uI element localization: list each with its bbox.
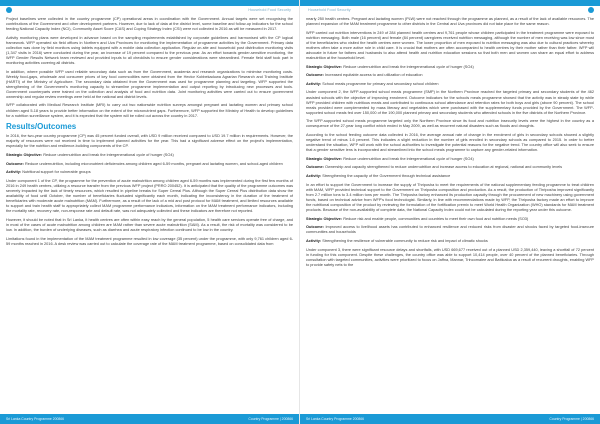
paragraph: WFP collaborated with Medical Research Institute (MRI) to carry out two nationwide nutrition surveys amongst pregnant and lactating women and primary school children aged 5-18 years to provide better information on the extent of the micronutrient gaps. Furthermore, WFP supported the Ministry of Health to develop guidelines for a nutrition surveillance system, and it is expected that the system will be rolled out across the country in 2017. (6, 103, 293, 118)
item-text: Ownership and capacity strengthened to reduce undernutrition and increase access to education at regional, national and community levels (325, 165, 562, 170)
item-label: Activity: (306, 81, 322, 86)
item-label: Strategic Objective: (306, 64, 343, 69)
labeled-item (306, 82, 594, 87)
item-text: Strengthening the resilience of vulnerable community to reduce risk and impact of climatic shocks (322, 238, 488, 243)
item-label: Activity: (6, 170, 22, 175)
item-text: Improved access to livelihood assets has contributed to enhanced resilience and reduced risks from disaster and shocks faced by targeted food-insecure communities and households (306, 225, 594, 235)
item-label: Outcome: (306, 225, 324, 230)
paragraph: Activity monitoring plans were developed in advance based on the sampling requirements established by corporate guidelines and harmonised with the CP logical framework. WFP operated six field offices in Northern and Uva Provinces for monitoring the implementation of programme activities by the Government. Primary data collection was done by field monitors using tablets equipped with a mobile data collection application. Regular on-site and household post distribution monitoring visits (1,347 visits in 2016) were conducted during the year, an increase of 19 percent compared to the previous year. As an effort towards gender-sensitive monitoring, the WFP Gender Results Network team reviewed and provided inputs to all checklists to ensure gender considerations were streamlined. Female field staff took part in monitoring activities covering all districts. (6, 35, 293, 65)
labeled-item (306, 174, 594, 179)
labeled-item (6, 162, 293, 167)
right-page-content (306, 17, 594, 408)
labeled-item (6, 153, 293, 158)
item-text: Reduce undernutrition and break the intergenerational cycle of hunger (SO4) (43, 152, 174, 157)
item-text: Nutritional support for vulnerable groups (22, 170, 91, 175)
labeled-item (306, 165, 594, 170)
footer-right-text: Country Programme | 200866 (549, 417, 594, 421)
paragraph: Project baselines were collected in the country programme (CP) operational areas in coordination with the Government. Annual targets were set recognising the contributions of the Government and other development partners. However, due to lack of data at the district level, some baseline and follow-up indicators for the school feeding National Capacity Index (NCI), Community Asset Score (CAS) and Coping Strategy Index (CSI) were not collected in 2016 as will be measured in 2017. (6, 17, 293, 32)
paragraph: Under component 1 of the CP, the programme for the prevention of acute malnutrition among children aged 6-59 months was implemented during the first few months of 2016 in 249 health centres, utilizing a resource transfer from the previous WFP project (PRRO 200452). It is anticipated that the quality of the programme outcomes was severely impacted by the lack of timely resources, which resulted in pipeline breaks for Super Cereal Plus. Although the Super Cereal Plus distribution data show the availability of food until October, the number of beneficiaries fluctuated significantly each month, indicating the inconsistency in the duration of the treatment of beneficiaries with moderate acute malnutrition (MAM). Furthermore, as a result of the lack of a mid and post protocol for MAM treatment, and limited resources available to support and train health staff to appropriately collect MAM programme performance indicators, information on the MAM treatment performance indicators, including the mortality rate, recovery rate, non-response rate and default rate, was not adequately collected and these indicators are therefore not reported. (6, 178, 293, 214)
item-text: Increased equitable access to and utilization of education (325, 73, 423, 78)
item-text: Reduce undernutrition and break the intergenerational cycle of hunger (SO4) (343, 156, 474, 161)
footer-right-text: Country Programme | 200866 (248, 417, 293, 421)
labeled-item (306, 73, 594, 78)
item-label: Strategic Objective: (306, 216, 343, 221)
labeled-item (306, 217, 594, 222)
paragraph: However, it should be noted that in Sri Lanka, it health centres are often within easy reach by the general population, 5 health care services operate free of charge, and in most of the cases of acute malnutrition among children are MAM rather than severe acute malnutrition (SAM). As a result, the risk of mortality was considered to be low. In addition, the burden of underlying diseases, such as diarrhea and acute respiratory infection continued to be low in the country. (6, 217, 293, 232)
header-band (0, 0, 299, 6)
item-label: Strategic Objective: (306, 156, 343, 161)
paragraph: WFP carried out nutrition interventions in 249 of 284 planned health centres and 9,761 people whose children participated in the treatment programme were exposed to nutrition messaging. Both male (16 percent) and female (84 percent) caregivers received nutrition messaging, although the number of men receiving was low since most of the beneficiaries who visited the health centres were women. The lower proportion of men exposed to nutrition messaging was also due to cultural practices whereby mothers often take a more active role in child care. It is crucial that mothers are often accompanied to health centres by their mother rather than their father. WFP will advocate in future for fathers and husbands to also attend health and nutrition education sessions so that both men and women can share an equal effort to address malnutrition at the household level. (306, 30, 594, 60)
item-text: Reduce undernutrition, including micronutrient deficiencies among children aged 6-59 months, pregnant and lactating women, and school-aged children (25, 161, 283, 166)
item-label: Activity: (306, 174, 322, 179)
labeled-item (306, 65, 594, 70)
item-label: Outcome: (306, 165, 324, 170)
wfp-logo-icon (588, 7, 594, 13)
item-label: Outcome: (306, 73, 324, 78)
paragraph: nearly 250 health centres. Pregnant and lactating women (PLW) were not reached through the programme as planned, as a result of the lack of available resources. The planned expansion of the MAM treatment programme to other districts in the Central and Uva provinces did not take place for the same reason. (306, 17, 594, 27)
labeled-item (306, 239, 594, 244)
footer-left-text: Sri Lanka Country Programme 200866 (6, 417, 65, 421)
running-head: Household Food Security (308, 8, 351, 12)
item-text: Reduce undernutrition and break the intergenerational cycle of hunger (SO4) (343, 64, 474, 69)
right-page (300, 0, 600, 424)
paragraph: Under component 3, there were significant resource delays and shortfalls, with USD 669,677 received out of a planned USD 2,359,440, leaving a shortfall of 72 percent in funding for this component. Despite these challenges, the country office was able to support 10,414 people, over 40 percent of the planned beneficiaries. Through consultation with targeted communities, activities were prioritized to focus on Jaffna, Mannar, Trincomalee and Batticaloa as a result of recurrent droughts, enabling WFP to provide safety nets to the (306, 247, 594, 267)
section-title: Results/Outcomes (6, 122, 77, 132)
header-band (300, 0, 600, 6)
item-text: Strengthening the capacity of the Government through technical assistance (322, 174, 451, 179)
wfp-logo-icon (6, 7, 12, 13)
paragraph: The WFP-supported school meals programme targeted only the Northern Province since its food and nutrition insecurity levels were the highest in the country as a consequence of the 27-year long conflict which ended in May 2009, as well as recurrent natural disasters such as floods and droughts. (306, 119, 594, 129)
left-page-content (6, 17, 293, 408)
item-text: Reduce risk and enable people, communities and countries to meet their own food and nutrition needs (SO3) (343, 216, 529, 221)
item-label: Activity: (306, 238, 322, 243)
item-label: Outcome: (6, 161, 24, 166)
labeled-item (306, 225, 594, 235)
paragraph: According to the school feeding outcome data collected in 2016, the average annual rate of change in the enrolment of girls in secondary schools showed a slightly negative trend of minus 1.6 percent. This indicates a slight reduction in the number of girls enrolled in secondary schools as compared to 2015. In order to better understand the situation, WFP will work with the school authorities to investigate the potential reasons for the negative trend. The country office will also seek to ensure that a gender sensitive lens is incorporated and streamlined into the school meals programme to capture any gender-related information. (306, 133, 594, 153)
paragraph: In addition, where possible WFP used reliable secondary data such as from the Government, academia and research organizations to minimise monitoring costs. Weekly food-gaps, wholesale and consumer prices of key food commodities were obtained from the Hector Kobbekaduwa Agrarian Research and Training Institute (HARTI) of the Ministry of Agriculture. The secondary data obtained from the Government was used for programme planning and targeting. WFP supported the strengthening of the Government's monitoring capacity to streamline programme implementation and output reporting by introducing new processes and tools. Government counterparts were trained on the collection and analysis of food and nutrition data. Joint monitoring activities were carried out to ensure government ownership and regular review meetings were held at the national and district levels. (6, 69, 293, 99)
paragraph: Under component 2, the WFP-supported school meals programme (SMP) in the Northern Province reached the targeted primary and secondary students of the 462 assisted schools with the objective of improving enrolment. Outcome indicators for the schools meals programme showed that the activity was in steady state by while WFP provided children with nutritious meals and contributed to continuous school attendance and retention rates for both boys and girls (above 90 percent). The school meals provided were complemented by mass literacy and vegetables which were purchased with the supplementary funds provided by the Government. The WFP-supported school meals fed over 150,000 of the 190,000 planned primary and secondary students who attended schools in the five districts of the Northern Province. (306, 90, 594, 115)
labeled-item (306, 157, 594, 162)
paragraph: In an effort to support the Government to increase the supply of Thriposha to meet the requirements of the national supplementary feeding programme to treat children with MAM, WFP provided technical support to the Government on Thriposha composition and production. As a result, the production of Thriposha improved significantly from 2.7 million tons to 3.4 million tons per month. The Thriposha factory enhanced its production capacity through the procurement of new machinery using government funds, based on technical advice from WFP's food technologist. Similarly, in line with recommendations made by WFP, the Thriposha factory made an effort to improve the nutritional composition of the product by reviewing the formulation of the fortification premix to meet World Health Organization (WHO) standards for MAM treatment products. Because of the non-availability of complete data, the National Capacity Index could not be calculated during the reporting year under this outcome. (306, 182, 594, 212)
item-text: School meals programme for primary and secondary school children (322, 81, 439, 86)
footer-left-text: Sri Lanka Country Programme 200866 (306, 417, 365, 421)
paragraph: In 2016, the two-year country programme (CP) was 45 percent funded overall, with USD 9 million received compared to USD 19.7 million in requirements. However, the majority of resources were not received in time to implement planned activities for the year. This had a significant adverse effect on the project's implementation, especially for the nutrition and resilience-building components of the CP. (6, 134, 293, 149)
paragraph: Limitations found in the implementation of the MAM treatment programme resulted in low coverage (35 percent) under the programme, with only 9,761 children aged 6-59 months reached in 2016. A desk review was carried out to calculate the coverage rate of the MAM treatment programme, based on consolidated data from (6, 236, 293, 246)
item-label: Strategic Objective: (6, 152, 43, 157)
running-head: Household Food Security (248, 8, 291, 12)
labeled-item (6, 170, 293, 175)
